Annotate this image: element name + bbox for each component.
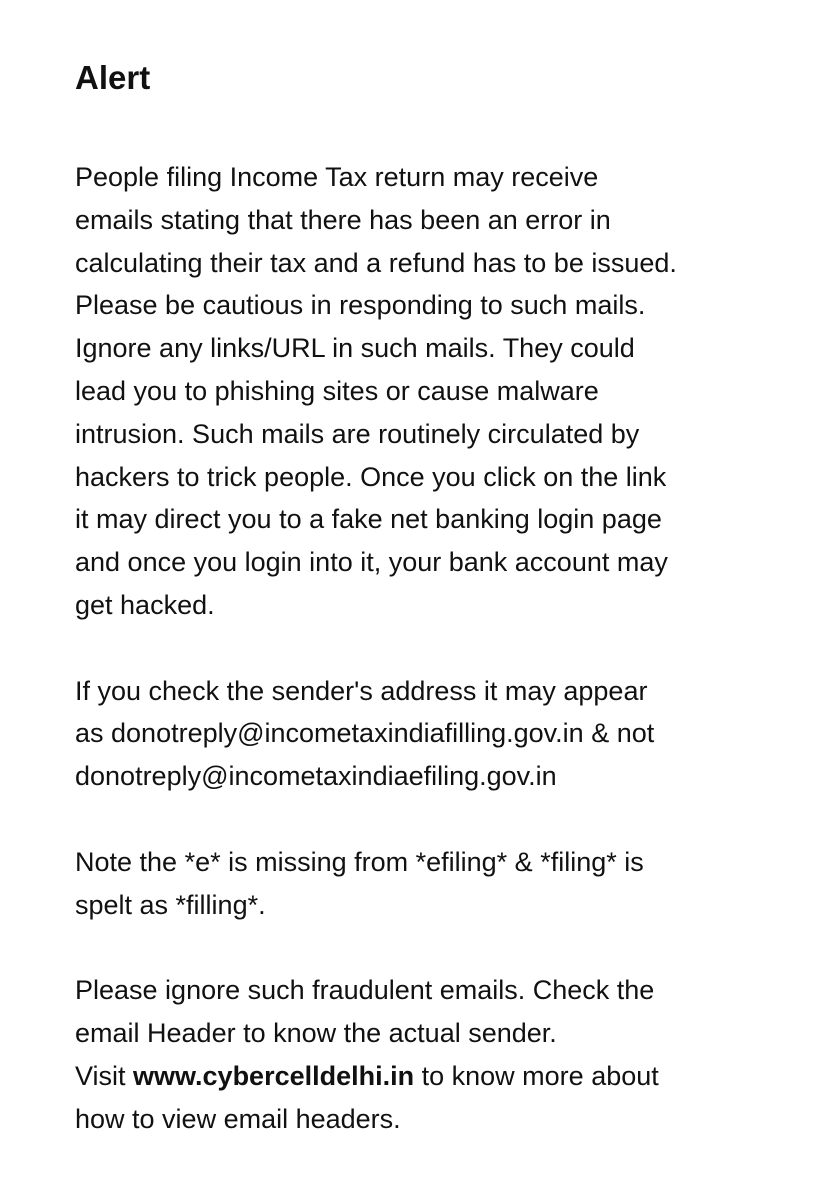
cybercell-website-link: www.cybercelldelhi.in (133, 1060, 415, 1091)
visit-suffix-text: to know more about how to view email headers. (75, 1060, 659, 1134)
paragraph-sender-address: If you check the sender's address it may appear as donotreply@incometaxindiafilling.gov.in & not donotreply@incometaxindiaefiling.gov.in (75, 675, 655, 792)
alert-title: Alert (75, 59, 151, 96)
paragraph-gap (75, 627, 815, 670)
ignore-emails-text: Please ignore such fraudulent emails. Check the email Header to know the actual sender. (75, 975, 655, 1048)
paragraph-spelling-note: Note the *e* is missing from *efiling* & *filing* is spelt as *filling*. (75, 846, 644, 920)
paragraph-ignore-emails (75, 969, 815, 1140)
paragraph-gap (75, 798, 815, 841)
paragraph-phishing-warning: People filing Income Tax return may receive emails stating that there has been an error in calculating their tax and a refund has to be issued. Please be cautious in responding to such mails. Ignore any links/URL in such mails. They could lead you to phishing sites or cause malware intrusion. Such mails are routinely circulated by hackers to trick people. Once you click on the link it may direct you to a fake net banking login page and once you login into it, your bank account may get hacked. (75, 162, 677, 620)
paragraph-gap (75, 926, 815, 969)
visit-prefix-text: Visit (75, 1060, 134, 1091)
alert-document (75, 52, 815, 1140)
